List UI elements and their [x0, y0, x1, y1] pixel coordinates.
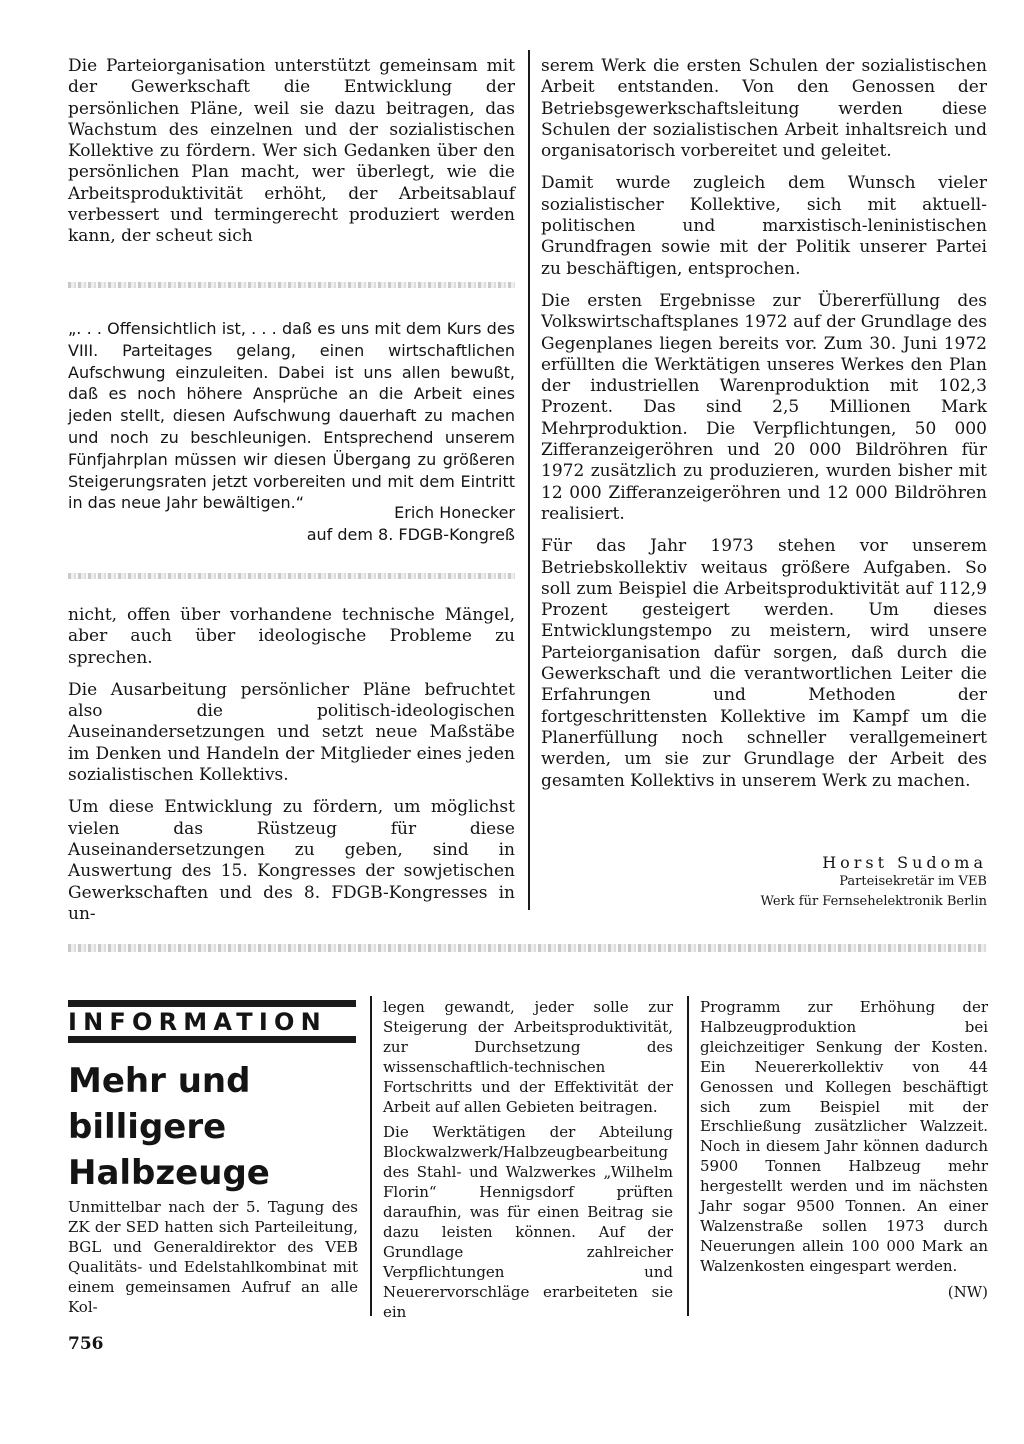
paragraph-ergebnisse: Die ersten Ergebnisse zur Übererfüllung des Volkswirtschaftsplanes 1972 auf der Grundlage des Gegenplanes liegen bereits vor. Zum 30. Juni 1972 erfüllten die Werktätigen unseres Werkes den Plan der industriellen Warenproduktion mit 102,3 Prozent. Das sind 2,5 Millionen Mark Mehrproduktion. Die Verpflichtungen, 50 000 Zifferanzeigeröhren und 20 000 Bildröhren für 1972 zusätzlich zu produzieren, wurden bisher mit 12 000 Zifferanzeigeröhren und 12 000 Bildröhren realisiert. — [541, 290, 987, 524]
quote-author: Erich Honecker — [394, 503, 515, 522]
author-signature — [541, 853, 987, 912]
headline-line-3: Halbzeuge — [68, 1153, 270, 1193]
information-label: INFORMATION — [68, 1008, 327, 1036]
info-column-2 — [383, 998, 673, 1329]
info-bar-bottom — [68, 1036, 356, 1043]
info-col3-text: Programm zur Erhöhung der Halbzeugproduktion bei gleichzeitiger Senkung der Kosten. Ein Neuererkollektiv von 44 Genossen und Kollegen beschäftigt sich zum Beispiel mit der Erschließung zusätzlicher Walzzeit. Noch in diesem Jahr können dadurch 5900 Tonnen Halbzeug mehr hergestellt werden und im nächsten Jahr sogar 9500 Tonnen. An einer Walzenstraße sollen 1973 durch Neuerungen allein 100 000 Mark an Walzenkosten eingespart werden. — [700, 998, 988, 1275]
author-name: Horst Sudoma — [822, 853, 987, 872]
honecker-quote — [68, 318, 515, 514]
paragraph-foerdern: Um diese Entwicklung zu fördern, um möglichst vielen das Rüstzeug für diese Auseinandersetzungen zu geben, sind in Auswertung des 15. Kongresses der sowjetischen Gewerkschaften und des 8. FDGB-Kongresses in un- — [68, 797, 515, 924]
quote-divider-top — [68, 282, 515, 288]
page-number: 756 — [68, 1334, 104, 1354]
info-bar-top — [68, 1000, 356, 1007]
quote-divider-bottom — [68, 573, 515, 579]
author-organization: Werk für Fernsehelektronik Berlin — [760, 894, 987, 909]
section-divider — [68, 944, 987, 952]
paragraph-1973: Für das Jahr 1973 stehen vor unserem Betriebskollektiv weitaus größere Aufgaben. So soll zum Beispiel die Arbeitsproduktivität auf 112,9 Prozent gesteigert werden. Um dieses Entwicklungstempo zu meistern, wird unsere Parteiorganisation dafür sorgen, daß durch die Gewerkschaft und die verantwortlichen Leiter die Erfahrungen und Methoden der fortgeschrittensten Kollektive im Kampf um die Planerfüllung noch schneller verallgemeinert werden, um sie zur Grundlage der Arbeit des gesamten Kollektivs in unserem Werk zu machen. — [541, 536, 987, 791]
info-column-separator-1 — [370, 996, 372, 1316]
paragraph-continue: nicht, offen über vorhandene technische Mängel, aber auch über ideologische Probleme zu sprechen. — [68, 605, 515, 668]
headline-line-2: billigere — [68, 1107, 227, 1147]
info-col1-text: Unmittelbar nach der 5. Tagung des ZK der SED hatten sich Parteileitung, BGL und Generaldirektor des VEB Qualitäts- und Edelstahlkombinat mit einem gemeinsamen Aufruf an alle Kol- — [68, 1198, 358, 1316]
paragraph-wunsch: Damit wurde zugleich dem Wunsch vieler sozialistischer Kollektive, sich mit aktuell-politischen und marxistisch-leninistischen Grundfragen sowie mit der Politik unserer Partei zu beschäftigen, entsprochen. — [541, 173, 987, 279]
info-col2-paragraph-2: Die Werktätigen der Abteilung Blockwalzwerk/Halbzeugbearbeitung des Stahl- und Walzwerkes „Wilhelm Florin“ Hennigsdorf prüften daraufhin, was für einen Beitrag sie dazu leisten können. Auf der Grundlage zahlreicher Verpflichtungen und Neuerervorschläge erarbeiteten sie ein — [383, 1123, 673, 1321]
quote-source: auf dem 8. FDGB-Kongreß — [306, 525, 515, 544]
info-column-3 — [700, 998, 988, 1303]
author-role: Parteisekretär im VEB — [839, 874, 987, 889]
article-headline — [68, 1058, 368, 1196]
headline-line-1: Mehr und — [68, 1061, 251, 1101]
source-tag: (NW) — [947, 1282, 988, 1301]
paragraph-persoenliche-plaene: Die Parteiorganisation unterstützt gemeinsam mit der Gewerkschaft die Entwicklung der persönlichen Pläne, weil sie dazu beitragen, das Wachstum des einzelnen und der sozialistischen Kollektive zu fördern. Wer sich Gedanken über den persönlichen Plan macht, wer überlegt, wie die Arbeitsproduktivität erhöht, der Arbeitsablauf verbessert und termingerecht produziert werden kann, der scheut sich — [68, 56, 515, 247]
paragraph-schulen: serem Werk die ersten Schulen der sozialistischen Arbeit entstanden. Von den Genossen der Betriebsgewerkschaftsleitung werden diese Schulen der sozialistischen Arbeit inhaltsreich und organisatorisch vorbereitet und geleitet. — [541, 56, 987, 162]
info-col2-paragraph-1: legen gewandt, jeder solle zur Steigerung der Arbeitsproduktivität, zur Durchsetzung des wissenschaftlich-technischen Fortschritts und der Effektivität der Arbeit auf allen Gebieten beitragen. — [383, 998, 673, 1116]
info-column-1 — [68, 1198, 358, 1323]
column-separator — [528, 50, 530, 910]
left-column-bottom — [68, 605, 515, 936]
quote-attribution — [68, 502, 515, 546]
quote-text: „. . . Offensichtlich ist, . . . daß es uns mit dem Kurs des VIII. Parteitages gelang, einen wirtschaftlichen Aufschwung einzuleiten. Dabei ist uns allen bewußt, daß es noch höhere Ansprüche an die Arbeit eines jeden stellt, diesen Aufschwung dauerhaft zu machen und noch zu beschleunigen. Entsprechend unserem Fünfjahrplan müssen wir diesen Übergang zu größeren Steigerungsraten jetzt vorbereiten und mit dem Eintritt in das neue Jahr bewältigen.“ — [68, 319, 515, 513]
paragraph-ausarbeitung: Die Ausarbeitung persönlicher Pläne befruchtet also die politisch-ideologischen Auseinandersetzungen und setzt neue Maßstäbe im Denken und Handeln der Mitglieder eines jeden sozialistischen Kollektivs. — [68, 679, 515, 786]
info-column-separator-2 — [687, 996, 689, 1316]
left-column-top-paragraph — [68, 56, 515, 259]
right-column — [541, 56, 987, 803]
